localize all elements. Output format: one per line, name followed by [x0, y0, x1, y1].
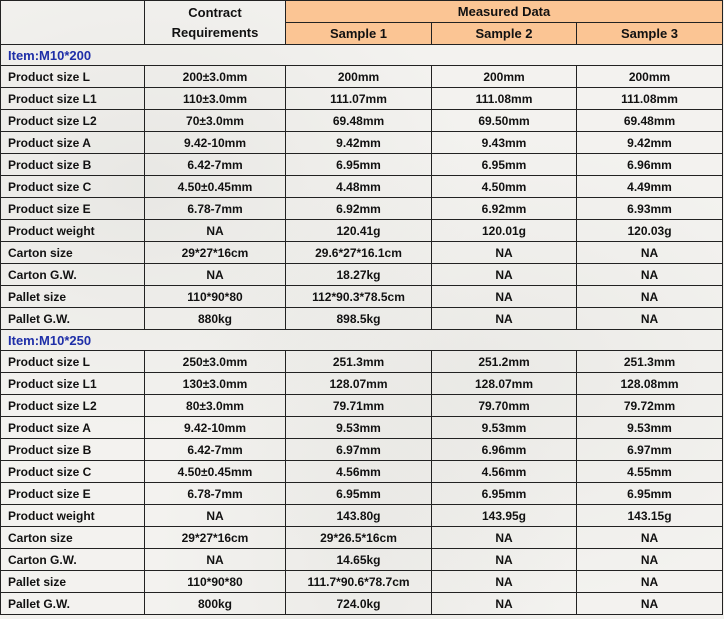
- table-row: [1, 373, 723, 395]
- sample-1-header: Sample 1: [286, 23, 432, 45]
- sample-2-value: NA: [432, 571, 577, 593]
- sample-3-value: NA: [577, 264, 723, 286]
- sample-2-value: NA: [432, 527, 577, 549]
- sample-3-value: 6.96mm: [577, 154, 723, 176]
- sample-1-value: 898.5kg: [286, 308, 432, 330]
- sample-1-value: 6.92mm: [286, 198, 432, 220]
- row-label: Carton size: [1, 242, 145, 264]
- contract-requirement-cell: 4.50±0.45mm: [145, 461, 286, 483]
- sample-2-value: 79.70mm: [432, 395, 577, 417]
- table-row: [1, 286, 723, 308]
- contract-requirement-cell: 200±3.0mm: [145, 66, 286, 88]
- sample-1-value: 112*90.3*78.5cm: [286, 286, 432, 308]
- item-row: [1, 330, 723, 351]
- item-row: [1, 45, 723, 66]
- contract-requirement-cell: 880kg: [145, 308, 286, 330]
- row-label: Product size A: [1, 417, 145, 439]
- table-row: [1, 198, 723, 220]
- measured-data-header: Measured Data: [286, 1, 723, 23]
- table-row: [1, 242, 723, 264]
- row-label: Product size L: [1, 66, 145, 88]
- sample-3-value: 251.3mm: [577, 351, 723, 373]
- row-label: Product size L2: [1, 110, 145, 132]
- sample-3-value: NA: [577, 242, 723, 264]
- contract-requirement-cell: 110±3.0mm: [145, 88, 286, 110]
- sample-3-value: 4.49mm: [577, 176, 723, 198]
- row-label: Product size B: [1, 154, 145, 176]
- row-label: Product size E: [1, 198, 145, 220]
- table-row: [1, 220, 723, 242]
- sample-3-value: NA: [577, 593, 723, 615]
- sample-1-value: 4.48mm: [286, 176, 432, 198]
- contract-requirement-cell: NA: [145, 220, 286, 242]
- table-row: [1, 176, 723, 198]
- item-title: Item:M10*250: [1, 330, 723, 351]
- row-label: Carton G.W.: [1, 549, 145, 571]
- item-title: Item:M10*200: [1, 45, 723, 66]
- sample-3-value: 128.08mm: [577, 373, 723, 395]
- table-header: [1, 1, 723, 45]
- sample-3-value: 6.93mm: [577, 198, 723, 220]
- sample-1-value: 14.65kg: [286, 549, 432, 571]
- contract-requirement-cell: 6.78-7mm: [145, 198, 286, 220]
- table-row: [1, 110, 723, 132]
- row-label: Pallet size: [1, 571, 145, 593]
- sample-1-value: 4.56mm: [286, 461, 432, 483]
- sample-2-value: 69.50mm: [432, 110, 577, 132]
- sample-1-value: 69.48mm: [286, 110, 432, 132]
- header-blank-cell: [1, 1, 145, 45]
- contract-requirement-cell: 80±3.0mm: [145, 395, 286, 417]
- sample-3-value: 9.42mm: [577, 132, 723, 154]
- sample-2-header: Sample 2: [432, 23, 577, 45]
- contract-requirement-cell: 110*90*80: [145, 286, 286, 308]
- row-label: Product size B: [1, 439, 145, 461]
- sample-2-value: 120.01g: [432, 220, 577, 242]
- sample-2-value: 9.53mm: [432, 417, 577, 439]
- row-label: Product weight: [1, 220, 145, 242]
- contract-requirement-cell: 6.78-7mm: [145, 483, 286, 505]
- contract-requirement-cell: 250±3.0mm: [145, 351, 286, 373]
- sample-1-value: 6.97mm: [286, 439, 432, 461]
- sample-1-value: 251.3mm: [286, 351, 432, 373]
- sample-3-value: NA: [577, 527, 723, 549]
- sample-2-value: 6.95mm: [432, 483, 577, 505]
- sample-2-value: NA: [432, 264, 577, 286]
- sample-2-value: NA: [432, 308, 577, 330]
- sample-3-value: 143.15g: [577, 505, 723, 527]
- contract-requirement-cell: 9.42-10mm: [145, 132, 286, 154]
- row-label: Product size C: [1, 461, 145, 483]
- row-label: Product size L1: [1, 373, 145, 395]
- row-label: Product size A: [1, 132, 145, 154]
- sample-3-value: NA: [577, 549, 723, 571]
- sample-3-value: 6.95mm: [577, 483, 723, 505]
- sample-3-value: NA: [577, 571, 723, 593]
- table-row: [1, 132, 723, 154]
- sample-1-value: 9.53mm: [286, 417, 432, 439]
- sample-1-value: 6.95mm: [286, 483, 432, 505]
- sample-3-value: 6.97mm: [577, 439, 723, 461]
- sample-2-value: 251.2mm: [432, 351, 577, 373]
- table-row: [1, 439, 723, 461]
- contract-label-line2: Requirements: [171, 24, 259, 40]
- sample-1-value: 128.07mm: [286, 373, 432, 395]
- sample-1-value: 18.27kg: [286, 264, 432, 286]
- row-label: Pallet G.W.: [1, 308, 145, 330]
- row-label: Carton size: [1, 527, 145, 549]
- sample-1-value: 29*26.5*16cm: [286, 527, 432, 549]
- contract-requirement-cell: 110*90*80: [145, 571, 286, 593]
- contract-requirement-cell: NA: [145, 549, 286, 571]
- sample-1-value: 79.71mm: [286, 395, 432, 417]
- sample-2-value: NA: [432, 549, 577, 571]
- table-row: [1, 549, 723, 571]
- table-row: [1, 527, 723, 549]
- contract-requirement-cell: NA: [145, 505, 286, 527]
- table-row: [1, 308, 723, 330]
- row-label: Product size L1: [1, 88, 145, 110]
- row-label: Product size E: [1, 483, 145, 505]
- sample-2-value: 9.43mm: [432, 132, 577, 154]
- sample-1-value: 200mm: [286, 66, 432, 88]
- contract-requirements-header: [145, 1, 286, 45]
- contract-requirement-cell: 9.42-10mm: [145, 417, 286, 439]
- sample-3-value: NA: [577, 308, 723, 330]
- table-row: [1, 417, 723, 439]
- sample-1-value: 6.95mm: [286, 154, 432, 176]
- contract-requirement-cell: 800kg: [145, 593, 286, 615]
- table-row: [1, 505, 723, 527]
- contract-requirement-cell: 130±3.0mm: [145, 373, 286, 395]
- sample-3-value: 69.48mm: [577, 110, 723, 132]
- table-row: [1, 66, 723, 88]
- sample-1-value: 111.07mm: [286, 88, 432, 110]
- sample-3-value: NA: [577, 286, 723, 308]
- sample-2-value: 143.95g: [432, 505, 577, 527]
- contract-label-line1: Contract: [188, 4, 242, 20]
- sample-2-value: NA: [432, 286, 577, 308]
- contract-requirement-cell: 4.50±0.45mm: [145, 176, 286, 198]
- sample-3-value: 79.72mm: [577, 395, 723, 417]
- table-row: [1, 88, 723, 110]
- table-row: [1, 571, 723, 593]
- row-label: Product size L2: [1, 395, 145, 417]
- table-row: [1, 461, 723, 483]
- table-row: [1, 395, 723, 417]
- sample-2-value: 4.50mm: [432, 176, 577, 198]
- contract-requirement-cell: 6.42-7mm: [145, 154, 286, 176]
- sample-1-value: 111.7*90.6*78.7cm: [286, 571, 432, 593]
- sample-2-value: 6.95mm: [432, 154, 577, 176]
- contract-requirement-cell: 6.42-7mm: [145, 439, 286, 461]
- sample-2-value: 111.08mm: [432, 88, 577, 110]
- sample-1-value: 29.6*27*16.1cm: [286, 242, 432, 264]
- row-label: Product weight: [1, 505, 145, 527]
- row-label: Product size C: [1, 176, 145, 198]
- sample-1-value: 143.80g: [286, 505, 432, 527]
- row-label: Pallet size: [1, 286, 145, 308]
- sample-2-value: 6.96mm: [432, 439, 577, 461]
- sample-3-value: 120.03g: [577, 220, 723, 242]
- table-body: [1, 45, 723, 615]
- sample-2-value: 200mm: [432, 66, 577, 88]
- table-row: [1, 154, 723, 176]
- contract-requirement-cell: NA: [145, 264, 286, 286]
- sample-1-value: 724.0kg: [286, 593, 432, 615]
- contract-requirement-cell: 29*27*16cm: [145, 527, 286, 549]
- sample-3-value: 4.55mm: [577, 461, 723, 483]
- sample-1-value: 9.42mm: [286, 132, 432, 154]
- contract-requirement-cell: 29*27*16cm: [145, 242, 286, 264]
- sample-3-value: 200mm: [577, 66, 723, 88]
- sample-3-value: 9.53mm: [577, 417, 723, 439]
- sample-2-value: NA: [432, 593, 577, 615]
- table-row: [1, 483, 723, 505]
- row-label: Carton G.W.: [1, 264, 145, 286]
- table-row: [1, 593, 723, 615]
- sample-1-value: 120.41g: [286, 220, 432, 242]
- sample-2-value: 128.07mm: [432, 373, 577, 395]
- contract-requirement-cell: 70±3.0mm: [145, 110, 286, 132]
- row-label: Pallet G.W.: [1, 593, 145, 615]
- sample-2-value: NA: [432, 242, 577, 264]
- sample-2-value: 4.56mm: [432, 461, 577, 483]
- table-row: [1, 351, 723, 373]
- sample-2-value: 6.92mm: [432, 198, 577, 220]
- sample-3-value: 111.08mm: [577, 88, 723, 110]
- sample-3-header: Sample 3: [577, 23, 723, 45]
- table-row: [1, 264, 723, 286]
- row-label: Product size L: [1, 351, 145, 373]
- header-row-1: [1, 1, 723, 23]
